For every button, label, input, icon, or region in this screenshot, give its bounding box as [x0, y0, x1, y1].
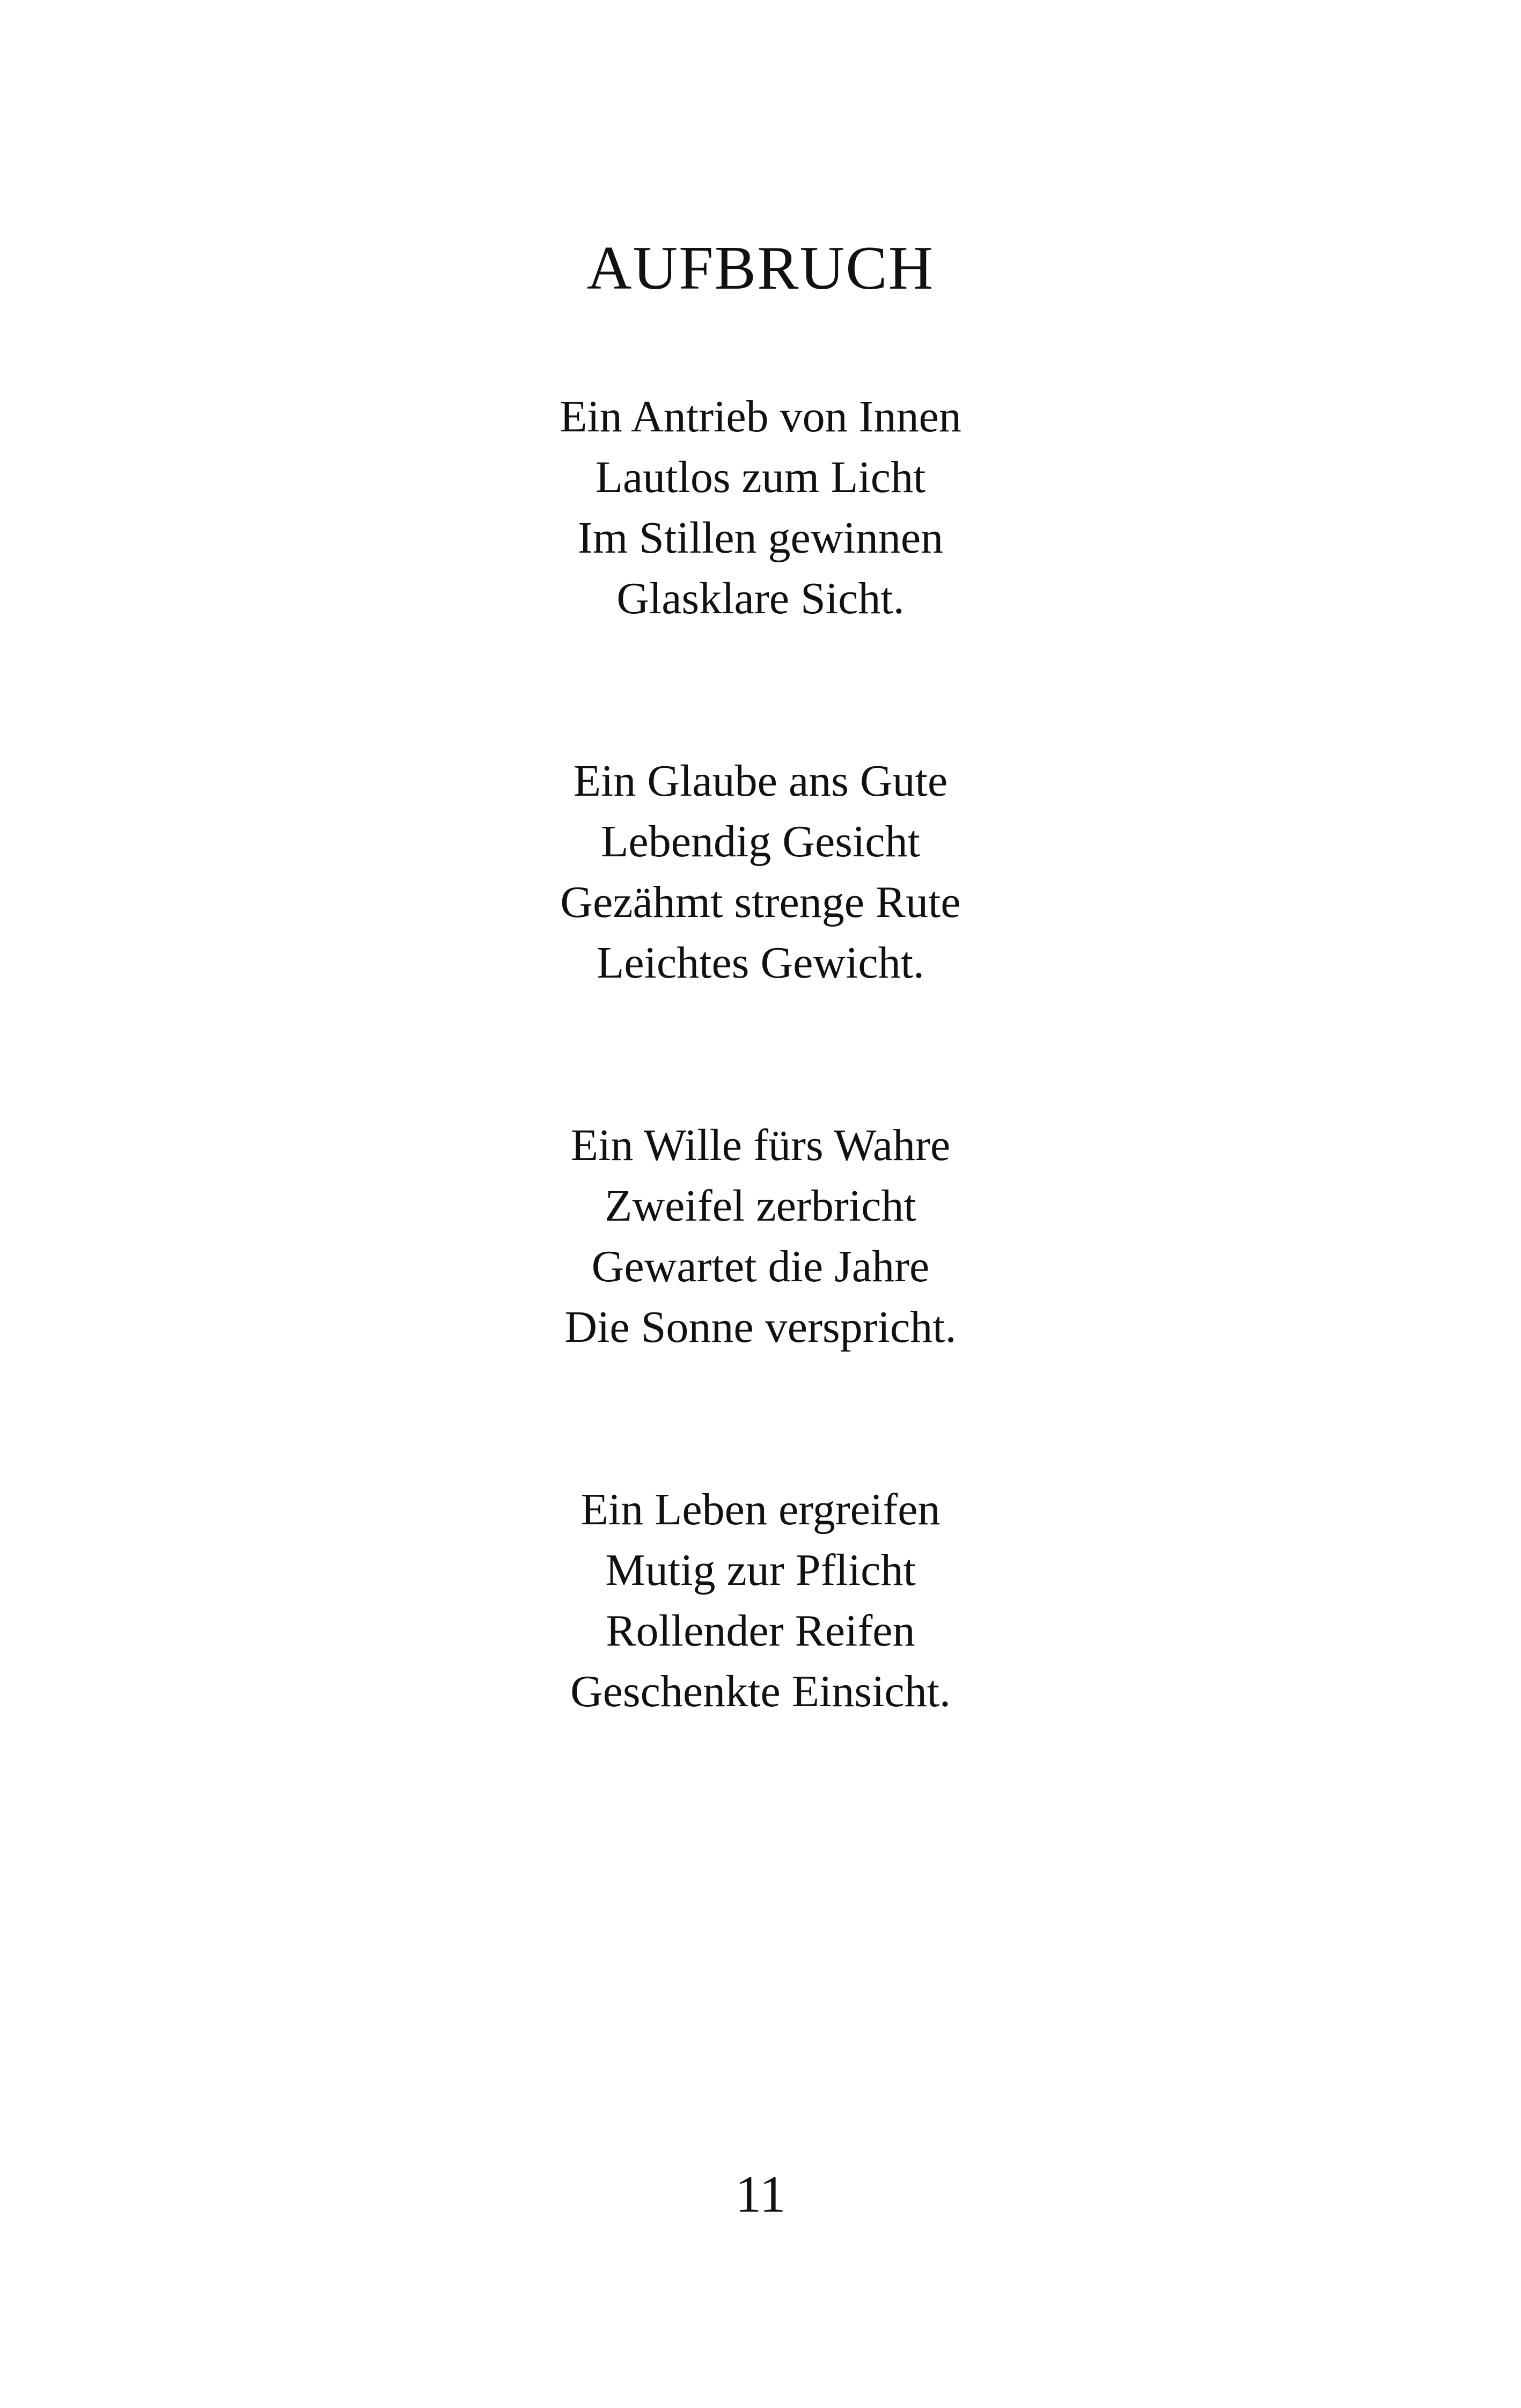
- poem-line: Lebendig Gesicht: [601, 817, 920, 867]
- poem-line: Geschenkte Einsicht.: [570, 1666, 951, 1716]
- stanza-3: [0, 1115, 1521, 1357]
- poem-line: Mutig zur Pflicht: [605, 1545, 916, 1595]
- poem-line: Die Sonne verspricht.: [564, 1302, 957, 1352]
- poem-title: AUFBRUCH: [586, 234, 935, 303]
- stanza-2: [0, 751, 1521, 993]
- poem-line: Glasklare Sicht.: [616, 574, 905, 623]
- poem-line: Ein Antrieb von Innen: [560, 392, 961, 442]
- poem-line: Gezähmt strenge Rute: [560, 877, 961, 927]
- poem-line: Im Stillen gewinnen: [577, 513, 944, 563]
- poem-line: Leichtes Gewicht.: [596, 938, 925, 988]
- poem-line: Gewartet die Jahre: [591, 1242, 930, 1291]
- poem-line: Ein Wille fürs Wahre: [570, 1120, 951, 1170]
- poem-line: Ein Glaube ans Gute: [573, 756, 948, 806]
- poem-line: Lautlos zum Licht: [595, 452, 926, 502]
- poem-body: [0, 386, 1521, 1844]
- poem-line: Rollender Reifen: [606, 1606, 915, 1656]
- poem-line: Zweifel zerbricht: [605, 1181, 916, 1231]
- stanza-1: [0, 386, 1521, 629]
- poem-line: Ein Leben ergreifen: [581, 1485, 940, 1535]
- page-number: 11: [735, 2165, 786, 2223]
- stanza-4: [0, 1479, 1521, 1722]
